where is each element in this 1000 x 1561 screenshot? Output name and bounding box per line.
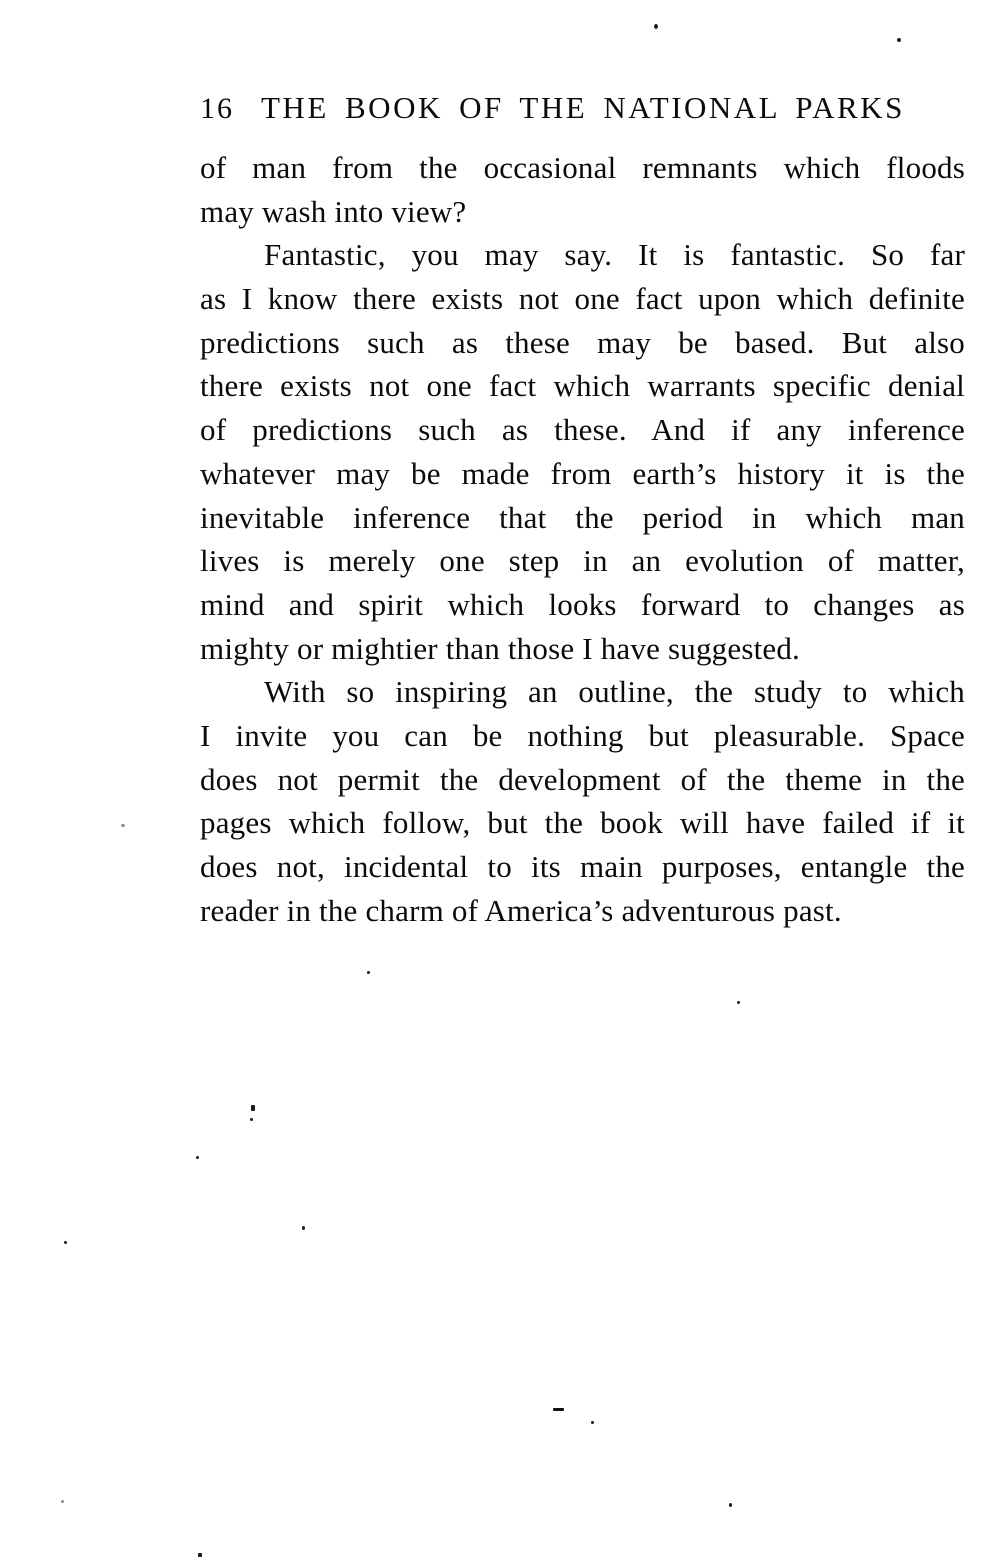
- text-line: predictions such as these may be based. But also: [200, 324, 965, 360]
- text-line: With so inspiring an outline, the study to which: [264, 674, 965, 710]
- scan-speck: [251, 1105, 255, 1111]
- scan-speck: [196, 1156, 199, 1159]
- text-line: does not, incidental to its main purposes, entangle the: [200, 849, 965, 884]
- scan-speck: [729, 1503, 732, 1507]
- scan-speck: [61, 1500, 64, 1503]
- text-line: inevitable inference that the period in which man: [200, 499, 965, 535]
- text-line: pages which follow, but the book will have failed if it: [200, 805, 965, 841]
- running-title: THE BOOK OF THE NATIONAL PARKS: [261, 90, 905, 125]
- scan-speck: [121, 824, 125, 827]
- scan-speck: [64, 1241, 67, 1244]
- page-header: [200, 90, 965, 126]
- scan-speck: [591, 1421, 594, 1424]
- scan-speck: [250, 1118, 253, 1121]
- text-line: may wash into view?: [200, 193, 467, 229]
- text-line: does not permit the development of the theme in the: [200, 761, 965, 797]
- scan-speck: [737, 1001, 740, 1004]
- scan-speck: [302, 1226, 305, 1230]
- text-line: Fantastic, you may say. It is fantastic. So far: [264, 237, 965, 273]
- text-line: of man from the occasional remnants which floods: [200, 150, 965, 185]
- body-text: [200, 146, 965, 932]
- scan-speck: [198, 1553, 202, 1557]
- text-line: of predictions such as these. And if any inference: [200, 412, 965, 448]
- text-line: as I know there exists not one fact upon which definite: [200, 281, 965, 317]
- text-line: mighty or mightier than those I have suggested.: [200, 630, 801, 666]
- scan-speck: [654, 24, 658, 29]
- text-line: lives is merely one step in an evolution of matter,: [200, 543, 965, 579]
- text-line: mind and spirit which looks forward to changes as: [200, 586, 965, 622]
- text-line: I invite you can be nothing but pleasurable. Space: [200, 717, 965, 753]
- text-line: whatever may be made from earth’s history it is the: [200, 455, 965, 491]
- text-line: there exists not one fact which warrants specific denial: [200, 368, 965, 404]
- page-number: 16: [200, 92, 234, 125]
- scan-speck: [897, 38, 901, 42]
- text-line: reader in the charm of America’s adventurous past.: [200, 892, 842, 928]
- scan-speck: [367, 971, 370, 974]
- scan-dash: [553, 1408, 564, 1411]
